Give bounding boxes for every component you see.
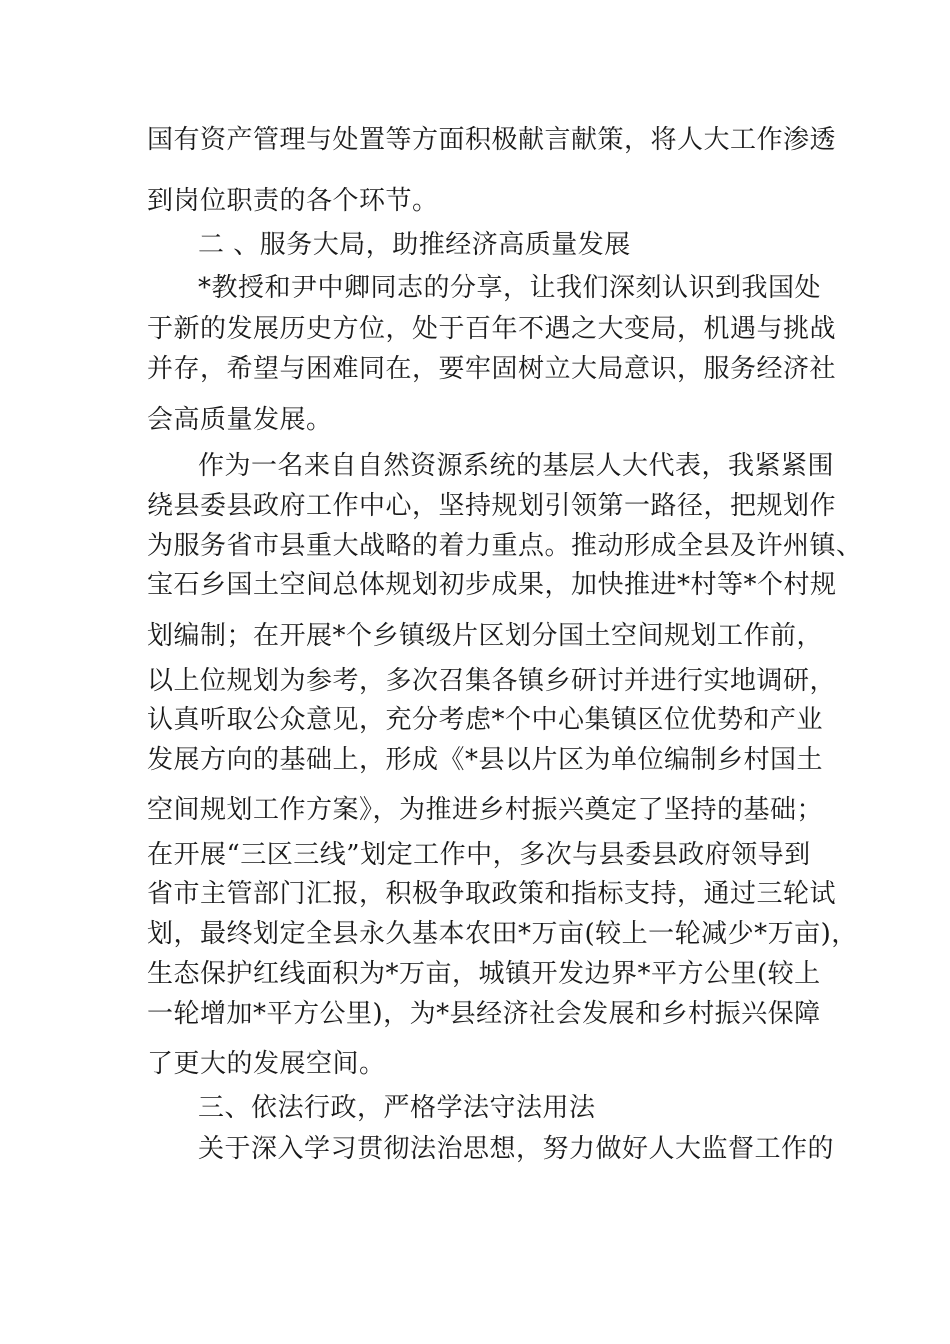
text-line: 省市主管部门汇报，积极争取政策和指标支持，通过三轮试 xyxy=(147,879,837,909)
text-line: 在开展“三区三线”划定工作中，多次与县委县政府领导到 xyxy=(147,840,811,870)
text-line: 生态保护红线面积为*万亩，城镇开发边界*平方公里(较上 xyxy=(147,959,821,989)
text-line: 国有资产管理与处置等方面积极献言献策，将人大工作渗透 xyxy=(147,125,837,155)
text-line: 为服务省市县重大战略的着力重点。推动形成全县及许州镇、 xyxy=(147,531,863,561)
text-line: 空间规划工作方案》，为推进乡村振兴奠定了坚持的基础； xyxy=(147,795,824,825)
text-line: 于新的发展历史方位，处于百年不遇之大变局，机遇与挑战 xyxy=(147,314,837,344)
text-line: 发展方向的基础上，形成《*县以片区为单位编制乡村国土 xyxy=(147,745,824,775)
text-line: 一轮增加*平方公里)，为*县经济社会发展和乡村振兴保障 xyxy=(147,999,821,1029)
text-line: 绕县委县政府工作中心，坚持规划引领第一路径，把规划作 xyxy=(147,491,837,521)
section-heading: 三、依法行政，严格学法守法用法 xyxy=(198,1093,596,1123)
section-heading: 二 、服务大局，助推经济高质量发展 xyxy=(198,230,631,260)
text-line: 到岗位职责的各个环节。 xyxy=(147,186,439,216)
text-line: 关于深入学习贯彻法治思想，努力做好人大监督工作的 xyxy=(198,1134,835,1164)
text-line: 以上位规划为参考，多次召集各镇乡研讨并进行实地调研， xyxy=(147,666,837,696)
text-line: *教授和尹中卿同志的分享，让我们深刻认识到我国处 xyxy=(198,273,822,303)
text-line: 会高质量发展。 xyxy=(147,405,333,435)
text-line: 认真听取公众意见，充分考虑*个中心集镇区位优势和产业 xyxy=(147,705,824,735)
text-line: 了更大的发展空间。 xyxy=(147,1049,386,1079)
text-line: 划，最终划定全县永久基本农田*万亩(较上一轮减少*万亩)， xyxy=(147,919,858,949)
text-line: 划编制；在开展*个乡镇级片区划分国土空间规划工作前， xyxy=(147,621,824,651)
text-line: 作为一名来自自然资源系统的基层人大代表，我紧紧围 xyxy=(198,451,835,481)
text-line: 并存，希望与困难同在，要牢固树立大局意识，服务经济社 xyxy=(147,354,837,384)
text-line: 宝石乡国土空间总体规划初步成果，加快推进*村等*个村规 xyxy=(147,570,837,600)
